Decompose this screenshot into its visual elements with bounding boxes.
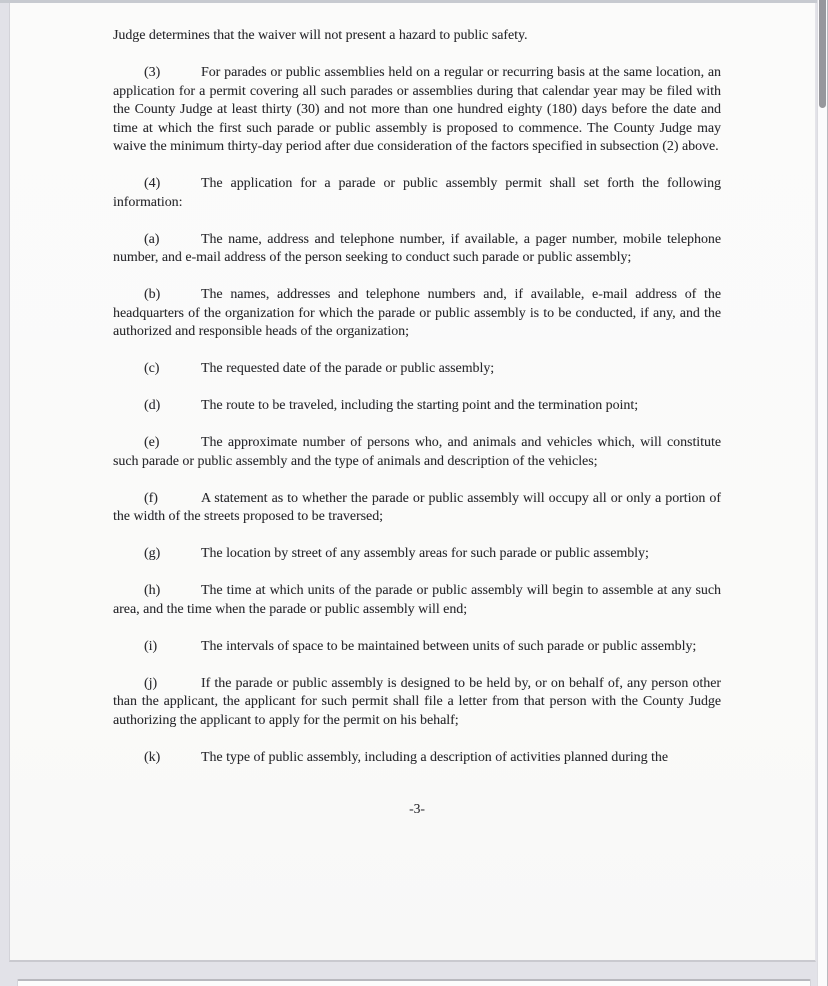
paragraph-label: (a) <box>144 231 160 247</box>
paragraph-text: The approximate number of persons who, and animals and vehicles which, will constitute such parade or public assembly and the type of animals and description of the vehicles; <box>113 435 721 469</box>
paragraph <box>113 27 721 46</box>
page-number: -3- <box>409 801 425 816</box>
paragraph-label: (i) <box>144 638 158 654</box>
paragraph-text: The intervals of space to be maintained between units of such parade or public assembly; <box>201 638 697 654</box>
paragraph-label: (d) <box>144 398 161 413</box>
paragraph-text: The requested date of the parade or public assembly; <box>201 361 495 376</box>
paragraph-label: (e) <box>144 435 160 450</box>
paragraph-text: The route to be traveled, including the starting point and the termination point; <box>201 398 639 413</box>
paragraph <box>113 490 721 527</box>
paragraph-text: The names, addresses and telephone numbers and, if available, e-mail address of the headquarters of the organization for which the parade or public assembly is to be conducted, if any, and the authorized and responsible heads of the organization; <box>113 287 721 339</box>
paragraph-label: (g) <box>144 546 161 561</box>
paragraph-label: (b) <box>144 287 161 302</box>
paragraph-text: If the parade or public assembly is designed to be held by, or on behalf of, any person other than the applicant, the applicant for such permit shall file a letter from that person with the County Judge authorizing the applicant to apply for the permit on his behalf; <box>113 675 721 728</box>
paragraph-text: For parades or public assemblies held on a regular or recurring basis at the same location, an application for a permit covering all such parades or assemblies during that calendar year may be filed with the County Judge at least thirty (30) and not more than one hundred eighty (180) days before the date and time at which the first such parade or public assembly is proposed to commence. The County Judge may waive the minimum thirty-day period after due consideration of the factors specified in subsection (2) above. <box>113 65 721 154</box>
paragraph <box>113 638 721 657</box>
paragraph-text: The type of public assembly, including a description of activities planned during the <box>201 749 669 765</box>
paragraph-text: The time at which units of the parade or public assembly will begin to assemble at any such area, and the time when the parade or public assembly will end; <box>113 583 721 617</box>
paragraph <box>113 545 721 564</box>
paragraph-text: The location by street of any assembly areas for such parade or public assembly; <box>201 546 649 561</box>
paragraph <box>113 64 721 157</box>
paragraph <box>113 434 721 471</box>
paragraph-text: A statement as to whether the parade or public assembly will occupy all or only a portion of the width of the streets proposed to be traversed; <box>113 490 721 524</box>
paragraph-label: (h) <box>144 583 161 598</box>
next-page-preview <box>17 979 811 986</box>
paragraph <box>113 675 721 731</box>
paragraph <box>113 286 721 342</box>
paragraph-label: (3) <box>144 65 161 80</box>
paragraph-label: (j) <box>144 675 158 691</box>
page-content <box>113 27 721 817</box>
scrollbar-track[interactable] <box>817 0 828 986</box>
paragraph-list <box>113 27 721 767</box>
paragraph-text: The application for a parade or public assembly permit shall set forth the following information: <box>113 176 721 210</box>
paragraph <box>113 749 721 768</box>
paragraph-label: (f) <box>144 490 158 506</box>
document-page <box>9 3 816 962</box>
paragraph <box>113 175 721 212</box>
scrollbar-thumb[interactable] <box>819 0 826 108</box>
paragraph-text: The name, address and telephone number, if available, a pager number, mobile telephone number, and e-mail address of the person seeking to conduct such parade or public assembly; <box>113 231 721 265</box>
paragraph <box>113 582 721 619</box>
paragraph-label: (k) <box>144 749 161 765</box>
paragraph-text: Judge determines that the waiver will not present a hazard to public safety. <box>113 28 528 43</box>
paragraph-label: (c) <box>144 361 160 376</box>
paragraph <box>113 397 721 416</box>
paragraph-label: (4) <box>144 176 161 191</box>
paragraph <box>113 231 721 268</box>
paragraph <box>113 360 721 379</box>
